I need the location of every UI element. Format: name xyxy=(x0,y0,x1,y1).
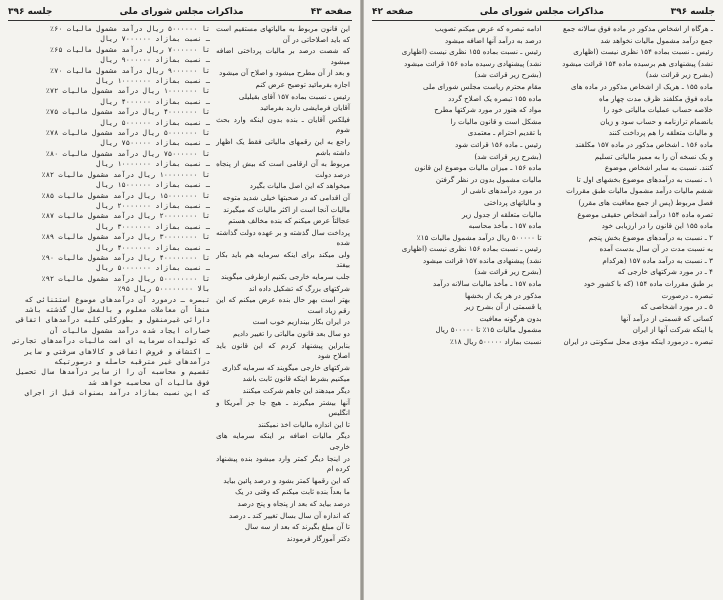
text-line: فصل مربوط (پس از جمع معافیت های مقرر) xyxy=(578,197,713,207)
text-line: نشد) پیشنهادی رسیده ماده ۱۵۶ قرائت میشود xyxy=(404,58,542,68)
table-row: که این نسبت بمازاد درآمد بسنوات قبل از اجرای xyxy=(24,389,211,398)
table-row: تا ۴۰۰۰۰۰۰۰۰ ریال درآمد مشمول مالیات ۹۰٪ xyxy=(41,253,211,262)
text-line: ادامه تبصره که عرض میکنم تصویب xyxy=(434,24,542,33)
text-line: میخواهد که این اصل مالیات بگیرد xyxy=(249,181,350,191)
text-line: مالیات مشمول بدون در نظر گرفتن xyxy=(435,174,542,184)
table-row: تا ۹۰۰۰۰۰۰ ریال درآمد مشمول مالیات ۷۰٪ xyxy=(49,66,211,75)
text-line: خلاصه حساب عملیات مالیاتی خود را xyxy=(603,105,713,115)
text-line: تصره ماده ۱۵۴ درآمد اشخاص حقیقی موضوع xyxy=(577,209,713,219)
text-line: راجع به این رقمهای مالیاتی فقط یک اظهار داشته باشم xyxy=(216,136,350,157)
text-line: رئیس ـ نسبت بماده ۱۵۴ نظری نیست (اظهاری xyxy=(573,47,713,57)
text-line: آن اقدامی که در صحبتها خیلی شدید متوجه xyxy=(222,192,350,202)
text-line: ششم مالیات درآمد مشمول مالیات طبق مقررات xyxy=(566,186,713,196)
text-line: ماده ۱۵۷ ـ مأخذ محاسبه xyxy=(468,221,542,231)
text-line: درصد به درآمد آنها اضافه میشود xyxy=(444,35,542,45)
text-line: مشکل است و قانون مالیات را xyxy=(450,116,542,126)
text-line: بر طبق مقررات ماده ۱۵۴ (که با کشور خود xyxy=(583,279,713,289)
page-label: صفحه ۴۳ xyxy=(310,7,352,17)
table-row: منشأ آن معاملات معلوم و بالفعل سال گذشته باشد xyxy=(24,305,211,314)
text-line: تا این اندازه مالیات اخذ نمیکنند xyxy=(257,419,350,429)
text-line: ۳ ـ نسبت به درآمد ماده ۱۵۷ (هرکدام xyxy=(602,255,713,265)
text-line: ماده ۱۵۶ ـ اشخاص مذکور در ماده ۱۵۷ مکلفند xyxy=(575,139,713,149)
text-line: در مورد درآمدهای ناشی از xyxy=(461,186,542,196)
text-line: ماده ۱۵۶ ـ میزان مالیات موضوع این قانون xyxy=(414,163,542,173)
page-body xyxy=(12,24,350,596)
table-row: تقسیم و محاسبه آن را از سایر درآمدها سال تحصیل xyxy=(16,368,211,377)
text-line: دیگر میدهند این جاهم شرکت میکنند xyxy=(242,386,350,395)
two-columns xyxy=(376,24,713,349)
table-row: که تولیدات سرمایه ای است مالیات درآمدهای تجارتی xyxy=(12,337,211,346)
table-row: ـ نسبت بمازاد ۹۰۰۰۰۰۰ ریال xyxy=(100,56,211,65)
text-line: عجالتاً عرض میکنم که بنده مخالف هستم xyxy=(228,216,350,226)
text-line: ماده فوق مکلفند ظرف مدت چهار ماه xyxy=(599,93,713,103)
table-row: تا ۷۰۰۰۰۰۰ ریال درآمد مشمول مالیات ۶۵٪ xyxy=(49,45,211,54)
table-row: تبصره ـ درمورد آن درآمدهای موضوع استثنائی که xyxy=(24,295,211,304)
table-row: ـ اکتشاف و فروش اتفاقی و کالاهای سرقتی و سایر xyxy=(24,347,211,356)
text-line: (بشرح زیر قرائت شد) xyxy=(474,151,542,161)
text-line: آنها بیشتر میگیرند ـ هیچ جا جز آمریکا و انگلیس xyxy=(216,397,350,418)
table-row: تا ۱۰۰۰۰۰۰۰۰ ریال درآمد مشمول مالیات ۸۲٪ xyxy=(41,170,211,179)
table-row: تا ۵۰۰۰۰۰۰۰۰ ریال درآمد مشمول مالیات ۹۲٪ xyxy=(41,274,211,283)
text-line: دیگر مالیات اضافه بر اینکه سرمایه های خارجی xyxy=(216,431,350,451)
text-line: و بعد از آن مطرح میشود و اصلاح آن میشود xyxy=(219,68,350,78)
text-line: ما بعداً بنده ثابت میکنم که وقتی در یک xyxy=(235,487,350,497)
text-line: میکنیم بشرط اینکه قانون ثابت باشد xyxy=(242,374,350,384)
page-body xyxy=(376,24,713,596)
page-header xyxy=(372,4,715,21)
text-line: نشد) پیشنهادی مانده ۱۵۷ قرائت میشود xyxy=(423,255,542,265)
text-line: درصد بیاید که بعد از پنجاه و پنج درصد xyxy=(237,498,350,508)
text-line: مذکور در هر یک از بخشها xyxy=(464,290,542,300)
text-line: دو سال بعد قانون مالیاتی را تغییر دادیم xyxy=(233,329,350,339)
page-title: مذاکرات مجلس شورای ملی xyxy=(479,7,604,17)
text-line: جمع درآمد مشمول مالیات نخواهد شد xyxy=(600,35,713,45)
text-line: رئیس ـ نسبت بماده ۱۵۵ نظری نیست (اظهاری xyxy=(401,47,542,57)
text-line: مالیات متعلقه از جدول زیر xyxy=(461,209,542,219)
session-label: جلسه ۳۹۶ xyxy=(670,7,715,17)
text-line: (بشرح زیر قرائت شد) xyxy=(645,70,713,80)
text-line: یا قسمتی از آن بشرح زیر xyxy=(464,302,542,312)
text-line: در اینجا دیگر کمتر وارد میشود بنده پیشنهاد کرده ام xyxy=(216,453,350,474)
table-row: تا ۱۵۰۰۰۰۰۰۰ ریال درآمد مشمول مالیات ۸۵٪ xyxy=(41,191,211,200)
text-line: ۴ ـ در مورد شرکتهای خارجی که xyxy=(617,267,713,277)
page-right xyxy=(364,0,723,600)
text-line: بدون هرگونه معافیت xyxy=(479,313,542,323)
text-line: تا آن مبلغ بگیرند که بعد از سه سال xyxy=(244,522,350,532)
table-row: ـ نسبت بمازاد ۱۵۰۰۰۰۰۰ ریال xyxy=(96,181,211,190)
text-line: مربوط به آن ارقامی است که بیش از پنجاه درصد دولت xyxy=(216,159,350,179)
table-row: فوق مالیات آن محاسبه خواهد شد xyxy=(87,378,211,387)
text-line: نشد) پیشنهادی هم برسیده ماده ۱۵۴ قرائت میشود xyxy=(562,58,713,68)
text-line: جلب سرمایه خارجی بکنیم ازطرفی میگویند xyxy=(220,272,350,282)
text-line: ماده ۱۵۵ تبصره یک اصلاح گردد xyxy=(448,93,542,103)
table-row: ـ نسبت بمازاد ۵۰۰۰۰۰۰ ریال xyxy=(100,118,211,127)
text-line: (بشرح زیر قرائت شد) xyxy=(474,267,542,277)
text-line: که این رقمها کمتر بشود و درصد پائین بیاید xyxy=(223,475,350,485)
table-row: ـ نسبت بمازاد ۲۰۰۰۰۰۰۰ ریال xyxy=(96,201,211,210)
table-row: ـ نسبت بمازاد ۴۰۰۰۰۰۰ ریال xyxy=(100,97,211,106)
table-row: ـ نسبت بمازاد ۵۰۰۰۰۰۰۰ ریال xyxy=(96,264,211,273)
text-line: تا ۵۰۰۰۰۰ ریال درآمد مشمول مالیات ۱۵٪ xyxy=(416,232,542,242)
text-column xyxy=(216,24,350,545)
text-line: دکتر آموزگار فرمودند xyxy=(286,533,350,543)
text-line: و مالیاتهای پرداختی xyxy=(483,197,542,207)
table-row: ـ نسبت بمازاد ۱۰۰۰۰۰۰۰ ریال xyxy=(96,160,211,169)
table-row: درآمدهای غیر مترقبه حاصله و درصورتیکه xyxy=(54,358,211,366)
table-row: ـ نسبت بمازاد ۷۵۰۰۰۰۰ ریال xyxy=(100,139,211,148)
text-line: مشمول مالیات ۱۵٪ تا ۵۰۰۰۰۰ ریال xyxy=(435,325,542,335)
table-row: تا ۵۰۰۰۰۰۰ ریال درآمد مشمول مالیات ۶۰٪ xyxy=(49,25,211,33)
text-line: ماده ۱۵۵ این قانون را در ارزیابی خود xyxy=(601,221,713,231)
text-line: ماده ۱۵۷ ـ مأخذ مالیات سالانه درآمد xyxy=(433,279,542,289)
text-line: کنند. نسبت به سایر اشخاص موضوع xyxy=(604,163,713,173)
text-line: فیلکس آقایان ـ بنده بدون اینکه وارد بحث شوم xyxy=(216,114,350,135)
text-line: مالیات آنجا است از اکثر مالیات که میگیرند xyxy=(223,204,350,214)
table-row: ـ نسبت بمازاد ۷۰۰۰۰۰۰ ریال xyxy=(100,35,211,44)
text-line: ـ هرگاه از اشخاص مذکور در ماده فوق سالانه جمع xyxy=(562,24,713,33)
text-line: مقام محترم ریاست مجلس شورای ملی xyxy=(423,81,542,91)
text-line: ۲ ـ نسبت به درآمدهای موضوع بخش پنجم xyxy=(588,232,713,242)
text-line: رئیس ـ نسبت بماده ۱۵۶ نظری نیست (اظهاری xyxy=(401,244,542,254)
session-label: جلسه ۳۹۶ xyxy=(8,7,53,17)
text-line: شرکتهای خارجی میگویند که سرمایه گذاری xyxy=(222,362,350,372)
table-row: تا ۱۰۰۰۰۰۰۰ ریال درآمد مشمول مالیات ۷۲٪ xyxy=(45,87,211,96)
text-line: رئیس ـ نسبت بماده ۱۵۷ آقای بقیلیلی xyxy=(238,91,350,101)
text-line: ماده ۱۵۵ ـ هریک از اشخاص مذکور در ماده های xyxy=(571,81,713,91)
text-line: (بشرح زیر قرائت شد) xyxy=(474,70,542,80)
text-line: نسبت بمازاد ۵۰۰۰۰۰ ریال ۱۸٪ xyxy=(450,337,542,347)
page-title: مذاکرات مجلس شورای ملی xyxy=(119,7,244,17)
text-column xyxy=(548,24,714,349)
text-line: در ایران بکار بیندازیم خوب است xyxy=(252,317,350,327)
page-left xyxy=(0,0,360,600)
text-line: با تقدیم احترام ـ معتمدی xyxy=(467,128,542,138)
text-line: بانضمام ترازنامه و حساب سود و زیان xyxy=(600,116,713,126)
page-header xyxy=(8,4,352,21)
text-line: شرکتهای بزرگ که تشکیل داده اند xyxy=(248,283,350,293)
table-row: تا ۴۰۰۰۰۰۰۰ ریال درآمد مشمول مالیات ۷۵٪ xyxy=(45,108,211,117)
text-line: که شصت درصد بر مالیات پرداختی اضافه میشود xyxy=(216,46,350,66)
text-line: که اندازه آن سال بسال تغییر کند ـ درصد xyxy=(229,510,350,520)
text-line: یا اینکه شرکت آنها از ایران xyxy=(632,325,713,335)
text-line: پرداخت سال گذشته و بر عهده دولت گذاشته شده xyxy=(216,227,350,248)
text-line: ولی میکند برای اینکه سرمایه هم باید بکار بیفتد xyxy=(216,249,350,270)
table-row: ـ نسبت بمازاد ۳۰۰۰۰۰۰۰ ریال xyxy=(96,222,211,231)
table-row: تا ۵۰۰۰۰۰۰۰ ریال درآمد مشمول مالیات ۷۸٪ xyxy=(45,129,211,138)
table-row: تا ۷۵۰۰۰۰۰۰ ریال درآمد مشمول مالیات ۸۰٪ xyxy=(45,149,211,158)
text-line: ۵ ـ در مورد اشخاصی که xyxy=(640,302,713,312)
text-line: رئیس ـ ماده ۱۵۶ قرائت شود xyxy=(455,139,542,149)
text-line: و یک نسخه آن را به ممیز مالیاتی تسلیم xyxy=(594,151,713,161)
table-row: دارائی غیرمنقول و بطورکلی کلیه درآمدهای اتفاقی xyxy=(16,316,211,325)
text-line: کسانی که قسمتی از درآمد آنها xyxy=(620,313,713,323)
tax-table-column xyxy=(12,24,210,545)
two-columns xyxy=(12,24,350,545)
text-column xyxy=(376,24,542,349)
text-line: تبصره ـ درصورت xyxy=(661,290,713,300)
text-line: ۱ ـ نسبت به درآمدهای موضوع بخشهای اول تا xyxy=(576,174,713,184)
table-row: خسارات ایجاد شده درآمد مشمول مالیات آن xyxy=(49,326,211,335)
text-line: و مالیات متعلقه را هم پرداخت کنند xyxy=(608,128,713,138)
text-line: مواد که هنوز در مورد شرکتها مطرح xyxy=(434,105,542,115)
text-line: بنابراین پیشنهاد کردم که این قانون باید اصلاح شود xyxy=(216,340,350,361)
text-line: به نسبت مدت در آن سال بدست آمده xyxy=(599,244,713,254)
page-label: صفحه ۴۲ xyxy=(372,7,414,17)
table-row: تا ۳۰۰۰۰۰۰۰۰ ریال درآمد مشمول مالیات ۸۹٪ xyxy=(41,233,211,242)
text-line: تبصره ـ درمورد اینکه مؤدی محل سکونتی در ایران xyxy=(563,337,713,347)
text-line: بهتر است بهر حال بنده عرض میکنم که این رقم زیاد است xyxy=(216,295,350,315)
table-row: تا ۲۰۰۰۰۰۰۰۰ ریال درآمد مشمول مالیات ۸۷٪ xyxy=(41,212,211,221)
text-line: آقایان فرمایشی دارید بفرمائید xyxy=(260,103,350,113)
table-row: ـ نسبت بمازاد ۴۰۰۰۰۰۰۰ ریال xyxy=(96,243,211,252)
text-line: اجازه بفرمائید توضیح عرض کنم xyxy=(255,79,350,89)
table-row: ـ نسبت بمازاد ۱۰۰۰۰۰۰۰ ریال xyxy=(96,77,211,86)
text-line: این قانون مربوط به مالیاتهای مستقیم است که باید اصلاحاتی در آن xyxy=(216,24,350,44)
table-row: بالا ۵۰۰۰۰۰۰۰۰ ریال ۹۵٪ xyxy=(117,285,211,294)
